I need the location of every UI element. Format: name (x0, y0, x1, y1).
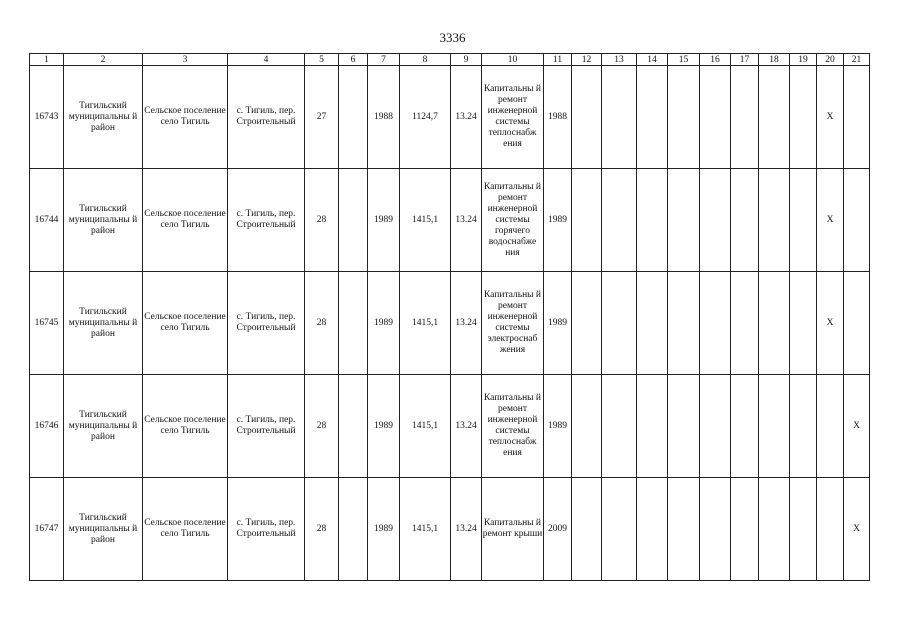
column-header: 20 (817, 54, 844, 66)
cell-empty (700, 375, 731, 478)
cell-code: 13.24 (451, 272, 482, 375)
cell-empty (637, 375, 668, 478)
mark-col-21 (844, 66, 870, 169)
row-number: 16746 (30, 375, 64, 478)
mark-col-21 (844, 272, 870, 375)
cell-empty (790, 66, 817, 169)
cell-empty (572, 169, 602, 272)
work-year: 1989 (544, 272, 572, 375)
house-number: 28 (305, 478, 339, 581)
cell-empty (602, 272, 637, 375)
cell-empty (572, 272, 602, 375)
cell-empty (759, 375, 790, 478)
column-header: 21 (844, 54, 870, 66)
mark-col-21 (844, 169, 870, 272)
mark-col-20 (817, 375, 844, 478)
cell-code: 13.24 (451, 375, 482, 478)
cell-empty (790, 272, 817, 375)
work-type: Капитальны й ремонт инженерной системы горячего водоснабже ния (482, 169, 544, 272)
column-header: 2 (64, 54, 143, 66)
column-header: 13 (602, 54, 637, 66)
work-year: 1989 (544, 169, 572, 272)
municipal-district: Тигильский муниципальны й район (64, 375, 143, 478)
cell-empty (572, 375, 602, 478)
house-number: 28 (305, 272, 339, 375)
cell-empty (731, 478, 759, 581)
work-type: Капитальны й ремонт инженерной системы электроснаб жения (482, 272, 544, 375)
work-type: Капитальны й ремонт инженерной системы теплоснабж ения (482, 66, 544, 169)
work-year: 2009 (544, 478, 572, 581)
cell-empty (700, 478, 731, 581)
settlement: Сельское поселение село Тигиль (143, 272, 228, 375)
cell-empty (602, 478, 637, 581)
header-row (30, 54, 870, 66)
cell-empty (637, 66, 668, 169)
table-row (30, 66, 870, 169)
cell-code: 13.24 (451, 169, 482, 272)
area: 1415,1 (400, 169, 451, 272)
row-number: 16744 (30, 169, 64, 272)
cell-empty (731, 66, 759, 169)
work-type: Капитальны й ремонт инженерной системы теплоснабж ения (482, 375, 544, 478)
address: с. Тигиль, пер. Строительный (228, 169, 305, 272)
cell-empty (572, 478, 602, 581)
cell-empty (339, 478, 368, 581)
cell-empty (602, 169, 637, 272)
year-built: 1989 (368, 169, 400, 272)
cell-empty (700, 66, 731, 169)
cell-empty (668, 478, 700, 581)
mark-col-20: Х (817, 66, 844, 169)
column-header: 12 (572, 54, 602, 66)
column-header: 5 (305, 54, 339, 66)
column-header: 16 (700, 54, 731, 66)
column-header: 9 (451, 54, 482, 66)
cell-code: 13.24 (451, 66, 482, 169)
cell-empty (602, 375, 637, 478)
column-header: 18 (759, 54, 790, 66)
column-header: 17 (731, 54, 759, 66)
cell-empty (668, 169, 700, 272)
column-header: 6 (339, 54, 368, 66)
cell-empty (637, 272, 668, 375)
area: 1124,7 (400, 66, 451, 169)
municipal-district: Тигильский муниципальны й район (64, 66, 143, 169)
cell-empty (602, 66, 637, 169)
table-row (30, 272, 870, 375)
year-built: 1989 (368, 478, 400, 581)
settlement: Сельское поселение село Тигиль (143, 375, 228, 478)
row-number: 16743 (30, 66, 64, 169)
mark-col-21: Х (844, 375, 870, 478)
row-number: 16745 (30, 272, 64, 375)
column-header: 1 (30, 54, 64, 66)
mark-col-21: Х (844, 478, 870, 581)
house-number: 27 (305, 66, 339, 169)
page-number: 3336 (439, 30, 466, 45)
cell-empty (731, 375, 759, 478)
cell-empty (790, 169, 817, 272)
mark-col-20 (817, 478, 844, 581)
column-header: 7 (368, 54, 400, 66)
work-type: Капитальны й ремонт крыши (482, 478, 544, 581)
cell-empty (700, 272, 731, 375)
table-row (30, 478, 870, 581)
municipal-district: Тигильский муниципальны й район (64, 478, 143, 581)
column-header: 10 (482, 54, 544, 66)
table-row (30, 169, 870, 272)
mark-col-20: Х (817, 272, 844, 375)
address: с. Тигиль, пер. Строительный (228, 478, 305, 581)
column-header: 19 (790, 54, 817, 66)
year-built: 1988 (368, 66, 400, 169)
cell-empty (790, 478, 817, 581)
cell-empty (339, 272, 368, 375)
cell-empty (759, 169, 790, 272)
column-header: 3 (143, 54, 228, 66)
cell-empty (572, 66, 602, 169)
area: 1415,1 (400, 478, 451, 581)
work-year: 1989 (544, 375, 572, 478)
settlement: Сельское поселение село Тигиль (143, 66, 228, 169)
cell-empty (700, 169, 731, 272)
column-header: 4 (228, 54, 305, 66)
settlement: Сельское поселение село Тигиль (143, 478, 228, 581)
cell-code: 13.24 (451, 478, 482, 581)
cell-empty (668, 66, 700, 169)
cell-empty (731, 272, 759, 375)
address: с. Тигиль, пер. Строительный (228, 375, 305, 478)
cell-empty (759, 66, 790, 169)
cell-empty (637, 478, 668, 581)
work-year: 1988 (544, 66, 572, 169)
year-built: 1989 (368, 375, 400, 478)
address: с. Тигиль, пер. Строительный (228, 272, 305, 375)
address: с. Тигиль, пер. Строительный (228, 66, 305, 169)
table-row (30, 375, 870, 478)
cell-empty (668, 375, 700, 478)
house-number: 28 (305, 375, 339, 478)
mark-col-20: Х (817, 169, 844, 272)
cell-empty (731, 169, 759, 272)
area: 1415,1 (400, 272, 451, 375)
cell-empty (668, 272, 700, 375)
cell-empty (637, 169, 668, 272)
municipal-district: Тигильский муниципальны й район (64, 169, 143, 272)
house-number: 28 (305, 169, 339, 272)
column-header: 15 (668, 54, 700, 66)
year-built: 1989 (368, 272, 400, 375)
row-number: 16747 (30, 478, 64, 581)
cell-empty (339, 375, 368, 478)
cell-empty (759, 478, 790, 581)
column-header: 14 (637, 54, 668, 66)
cell-empty (339, 169, 368, 272)
cell-empty (790, 375, 817, 478)
municipal-district: Тигильский муниципальны й район (64, 272, 143, 375)
column-header: 11 (544, 54, 572, 66)
cell-empty (339, 66, 368, 169)
cell-empty (759, 272, 790, 375)
register-table (29, 53, 870, 581)
column-header: 8 (400, 54, 451, 66)
settlement: Сельское поселение село Тигиль (143, 169, 228, 272)
area: 1415,1 (400, 375, 451, 478)
